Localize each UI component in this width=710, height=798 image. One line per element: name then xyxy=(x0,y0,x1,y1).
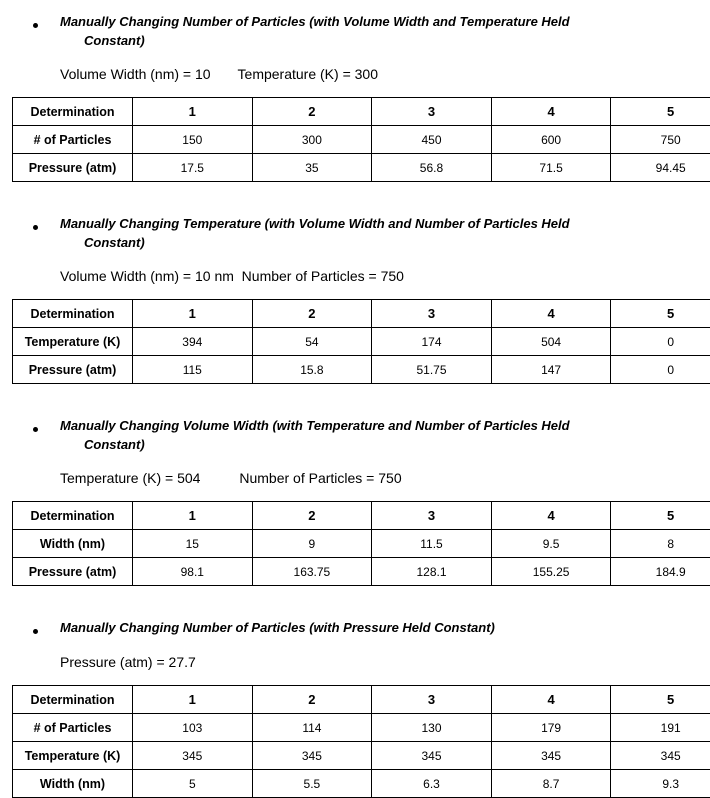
table-cell: 504 xyxy=(491,328,611,356)
header-cell: Determination xyxy=(13,502,133,530)
section-heading xyxy=(60,12,600,50)
constants-line: Pressure (atm) = 27.7 xyxy=(60,654,196,670)
table-cell: 6.3 xyxy=(372,770,492,798)
header-cell: 3 xyxy=(372,300,492,328)
table-cell: 600 xyxy=(491,126,611,154)
table-row xyxy=(13,530,710,558)
table-cell: 9.5 xyxy=(491,530,611,558)
data-table xyxy=(12,685,710,798)
bullet-icon xyxy=(33,23,38,28)
table-cell: 150 xyxy=(133,126,253,154)
table-cell: 0 xyxy=(611,356,710,384)
table-cell: 11.5 xyxy=(372,530,492,558)
heading-line-2: Constant) xyxy=(84,235,145,250)
header-cell: Determination xyxy=(13,686,133,714)
table-cell: 345 xyxy=(611,742,710,770)
header-cell: 4 xyxy=(491,686,611,714)
row-label: # of Particles xyxy=(13,126,133,154)
section-heading xyxy=(60,214,600,252)
header-cell: 5 xyxy=(611,98,710,126)
table-cell: 750 xyxy=(611,126,710,154)
header-cell: 4 xyxy=(491,300,611,328)
constants-line: Volume Width (nm) = 10 nm Number of Particles = 750 xyxy=(60,268,404,284)
section-heading xyxy=(60,618,600,637)
table-cell: 103 xyxy=(133,714,253,742)
table-cell: 94.45 xyxy=(611,154,710,182)
table-row xyxy=(13,714,710,742)
header-cell: 1 xyxy=(133,686,253,714)
header-cell: 3 xyxy=(372,686,492,714)
heading-line-1: Manually Changing Number of Particles (with Volume Width and Temperature Held xyxy=(60,14,570,29)
row-label: Pressure (atm) xyxy=(13,558,133,586)
table-cell: 35 xyxy=(252,154,372,182)
table-cell: 5.5 xyxy=(252,770,372,798)
table-row xyxy=(13,154,710,182)
table-cell: 130 xyxy=(372,714,492,742)
table-cell: 5 xyxy=(133,770,253,798)
table-cell: 345 xyxy=(372,742,492,770)
header-cell: 1 xyxy=(133,502,253,530)
header-cell: Determination xyxy=(13,98,133,126)
heading-line-1: Manually Changing Volume Width (with Temperature and Number of Particles Held xyxy=(60,418,570,433)
header-cell: 2 xyxy=(252,686,372,714)
table-cell: 147 xyxy=(491,356,611,384)
table-cell: 345 xyxy=(252,742,372,770)
header-cell: 4 xyxy=(491,502,611,530)
table-row xyxy=(13,558,710,586)
row-label: # of Particles xyxy=(13,714,133,742)
table-cell: 15.8 xyxy=(252,356,372,384)
table-cell: 184.9 xyxy=(611,558,710,586)
header-cell: 5 xyxy=(611,300,710,328)
table-row xyxy=(13,356,710,384)
row-label: Width (nm) xyxy=(13,770,133,798)
constants-line: Volume Width (nm) = 10 Temperature (K) = 300 xyxy=(60,66,378,82)
table-header-row xyxy=(13,502,710,530)
table-cell: 174 xyxy=(372,328,492,356)
table-row xyxy=(13,742,710,770)
table-cell: 8.7 xyxy=(491,770,611,798)
table-cell: 155.25 xyxy=(491,558,611,586)
table-cell: 114 xyxy=(252,714,372,742)
table-cell: 71.5 xyxy=(491,154,611,182)
table-cell: 128.1 xyxy=(372,558,492,586)
table-cell: 115 xyxy=(133,356,253,384)
table-header-row xyxy=(13,300,710,328)
bullet-icon xyxy=(33,225,38,230)
data-table xyxy=(12,299,710,384)
table-cell: 179 xyxy=(491,714,611,742)
table-cell: 17.5 xyxy=(133,154,253,182)
header-cell: 1 xyxy=(133,98,253,126)
table-row xyxy=(13,328,710,356)
table-cell: 98.1 xyxy=(133,558,253,586)
heading-line-1: Manually Changing Number of Particles (with Pressure Held Constant) xyxy=(60,620,495,635)
row-label: Pressure (atm) xyxy=(13,356,133,384)
header-cell: 3 xyxy=(372,98,492,126)
data-table xyxy=(12,97,710,182)
table-cell: 345 xyxy=(133,742,253,770)
data-table xyxy=(12,501,710,586)
bullet-icon xyxy=(33,629,38,634)
table-row xyxy=(13,770,710,798)
header-cell: 2 xyxy=(252,502,372,530)
heading-line-2: Constant) xyxy=(84,33,145,48)
table-cell: 9 xyxy=(252,530,372,558)
header-cell: 1 xyxy=(133,300,253,328)
section-heading xyxy=(60,416,600,454)
table-header-row xyxy=(13,686,710,714)
heading-line-2: Constant) xyxy=(84,437,145,452)
row-label: Pressure (atm) xyxy=(13,154,133,182)
table-cell: 394 xyxy=(133,328,253,356)
table-row xyxy=(13,126,710,154)
table-cell: 56.8 xyxy=(372,154,492,182)
row-label: Temperature (K) xyxy=(13,328,133,356)
heading-line-1: Manually Changing Temperature (with Volume Width and Number of Particles Held xyxy=(60,216,570,231)
header-cell: 4 xyxy=(491,98,611,126)
table-cell: 8 xyxy=(611,530,710,558)
table-cell: 300 xyxy=(252,126,372,154)
header-cell: 5 xyxy=(611,686,710,714)
table-cell: 54 xyxy=(252,328,372,356)
header-cell: 2 xyxy=(252,300,372,328)
table-cell: 0 xyxy=(611,328,710,356)
table-cell: 191 xyxy=(611,714,710,742)
row-label: Temperature (K) xyxy=(13,742,133,770)
header-cell: Determination xyxy=(13,300,133,328)
table-cell: 163.75 xyxy=(252,558,372,586)
constants-line: Temperature (K) = 504 Number of Particles = 750 xyxy=(60,470,402,486)
table-header-row xyxy=(13,98,710,126)
header-cell: 3 xyxy=(372,502,492,530)
bullet-icon xyxy=(33,427,38,432)
header-cell: 5 xyxy=(611,502,710,530)
header-cell: 2 xyxy=(252,98,372,126)
table-cell: 51.75 xyxy=(372,356,492,384)
table-cell: 15 xyxy=(133,530,253,558)
row-label: Width (nm) xyxy=(13,530,133,558)
table-cell: 450 xyxy=(372,126,492,154)
table-cell: 9.3 xyxy=(611,770,710,798)
table-cell: 345 xyxy=(491,742,611,770)
